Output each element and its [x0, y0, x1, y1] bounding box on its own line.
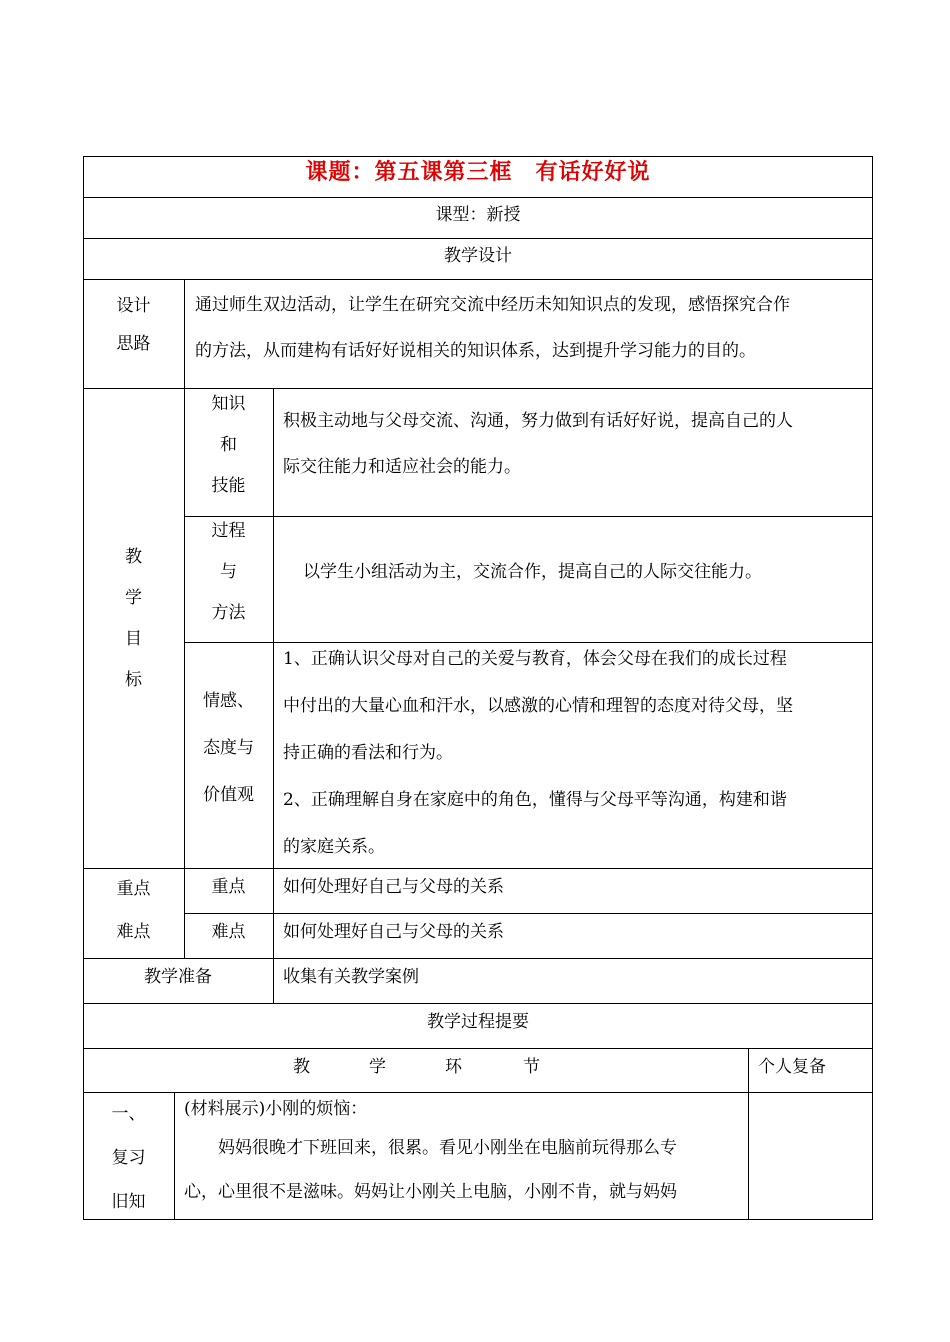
process-method-text: 以学生小组活动为主，交流合作，提高自己的人际交往能力。	[303, 562, 762, 582]
lesson-title: 课题：第五课第三框 有话好好说	[305, 159, 651, 185]
row-divider	[184, 516, 873, 517]
row-divider	[83, 1048, 873, 1049]
personal-review-header: 个人复备	[758, 1057, 826, 1077]
review-label-line: 复习	[111, 1148, 146, 1168]
review-line: (材料展示)小刚的烦恼：	[184, 1099, 368, 1119]
emotion-line: 的家庭关系。	[283, 837, 385, 857]
segment-header-char: 教	[293, 1057, 310, 1077]
process-method-label	[184, 511, 273, 634]
review-label	[83, 1092, 174, 1224]
design-idea-label-line: 设计	[116, 296, 151, 316]
process-label-line: 方法	[211, 603, 246, 623]
knowledge-label-line: 知识	[211, 394, 246, 414]
review-line: 心，心里很不是滋味。妈妈让小刚关上电脑，小刚不肯，就与妈妈	[184, 1182, 677, 1202]
knowledge-label-line: 和	[220, 435, 237, 455]
goals-label-char: 标	[125, 670, 142, 690]
design-idea-line: 的方法，从而建构有话好好说相关的知识体系，达到提升学习能力的目的。	[195, 341, 756, 361]
emotion-label-line: 情感、	[203, 691, 254, 711]
emotion-values-text	[283, 636, 865, 871]
emotion-label-line: 价值观	[203, 785, 254, 805]
emotion-line: 持正确的看法和行为。	[283, 743, 453, 763]
column-divider	[174, 1092, 175, 1219]
knowledge-line: 积极主动地与父母交流、沟通，努力做到有话好好说，提高自己的人	[283, 411, 793, 431]
segment-header-char: 环	[445, 1057, 462, 1077]
review-line: 妈妈很晚才下班回来，很累。看见小刚坐在电脑前玩得那么专	[218, 1138, 677, 1158]
review-text	[184, 1092, 739, 1214]
lesson-type: 课型：新授	[435, 205, 521, 225]
review-label-line: 旧知	[111, 1192, 146, 1212]
emotion-line: 1、正确认识父母对自己的关爱与教育，体会父母在我们的成长过程	[283, 649, 787, 669]
review-label-line: 一、	[111, 1104, 146, 1124]
knowledge-label-line: 技能	[211, 476, 246, 496]
emotion-line: 2、正确理解自身在家庭中的角色，懂得与父母平等沟通，构建和谐	[283, 790, 787, 810]
teaching-design-heading: 教学设计	[444, 246, 512, 266]
table-border-right	[872, 156, 873, 1219]
design-idea-text	[195, 282, 865, 374]
design-idea-line: 通过师生双边活动，让学生在研究交流中经历未知知识点的发现，感悟探究合作	[195, 295, 790, 315]
key-point-text: 如何处理好自己与父母的关系	[283, 877, 504, 897]
design-idea-label-line: 思路	[116, 334, 151, 354]
difficult-point-text: 如何处理好自己与父母的关系	[283, 922, 504, 942]
goals-label-char: 学	[125, 588, 142, 608]
process-label-line: 与	[220, 562, 237, 582]
goals-label-char: 目	[125, 629, 142, 649]
column-divider	[748, 1048, 749, 1219]
key-difficult-label	[83, 868, 184, 954]
knowledge-line: 际交往能力和适应社会的能力。	[283, 457, 521, 477]
knowledge-skills-label	[184, 384, 273, 507]
column-divider	[273, 388, 274, 1003]
process-label-line: 过程	[211, 521, 246, 541]
knowledge-skills-text	[283, 398, 865, 490]
teaching-prep-text: 收集有关教学案例	[283, 967, 419, 987]
segment-header-char: 节	[523, 1057, 540, 1077]
key-point-label: 重点	[211, 877, 246, 897]
design-idea-label	[83, 287, 184, 363]
emotion-values-label	[184, 678, 273, 819]
key-difficult-label-line: 难点	[116, 922, 151, 942]
goals-label-char: 教	[125, 547, 142, 567]
key-difficult-label-line: 重点	[116, 879, 151, 899]
difficult-point-label: 难点	[211, 922, 246, 942]
row-divider	[83, 279, 873, 280]
table-border-bottom	[83, 1219, 873, 1220]
emotion-label-line: 态度与	[203, 738, 254, 758]
emotion-line: 中付出的大量心血和汗水，以感激的心情和理智的态度对待父母，坚	[283, 696, 793, 716]
teaching-goals-label	[83, 537, 184, 701]
process-outline-heading: 教学过程提要	[427, 1012, 529, 1032]
teaching-prep-label: 教学准备	[144, 967, 212, 987]
segment-header-char: 学	[369, 1057, 386, 1077]
